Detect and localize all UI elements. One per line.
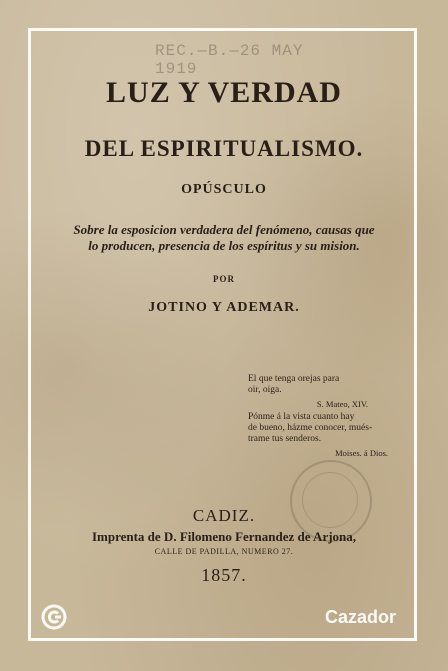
- reception-stamp-text: REC.—B.—26 MAY 1919: [155, 42, 304, 78]
- imprint-printer: Imprenta de D. Filomeno Fernandez de Arjona,: [91, 529, 357, 544]
- epigraph-2-line-2: de bueno, házme conocer, mués-: [248, 423, 373, 433]
- reception-stamp: [155, 40, 335, 80]
- epigraph-2-line-1: Pónme á la vista cuanto hay: [248, 412, 355, 422]
- epigraph-1-line-1: El que tenga orejas para: [248, 374, 340, 384]
- epigraph-1: [248, 374, 388, 410]
- epigraph-2: [248, 412, 388, 459]
- description-line-2: lo producen, presencia de los espíritus y su mision.: [88, 238, 360, 253]
- imprint-year: 1857.: [201, 565, 247, 585]
- author-name: JOTINO Y ADEMAR.: [148, 300, 300, 315]
- description: [62, 222, 386, 254]
- epigraph-2-line-3: trame tus senderos.: [248, 434, 322, 444]
- epigraph-1-attribution: S. Mateo, XIV.: [316, 399, 368, 409]
- section-label: OPÚSCULO: [181, 182, 267, 197]
- book-title: LUZ Y VERDAD: [106, 76, 342, 109]
- epigraph-2-attribution: Moises. á Dios.: [335, 448, 388, 458]
- publisher-brand[interactable]: Cazador: [325, 607, 397, 627]
- c-circle-logo-icon[interactable]: [41, 604, 67, 630]
- imprint-city: CADIZ.: [192, 506, 256, 525]
- epigraph-1-line-2: oir, oiga.: [248, 385, 282, 395]
- by-label: POR: [213, 274, 235, 284]
- imprint-address: CALLE DE PADILLA, NUMERO 27.: [154, 547, 294, 556]
- book-subtitle: DEL ESPIRITUALISMO.: [84, 136, 364, 161]
- description-line-1: Sobre la esposicion verdadera del fenómeno, causas que: [73, 222, 375, 237]
